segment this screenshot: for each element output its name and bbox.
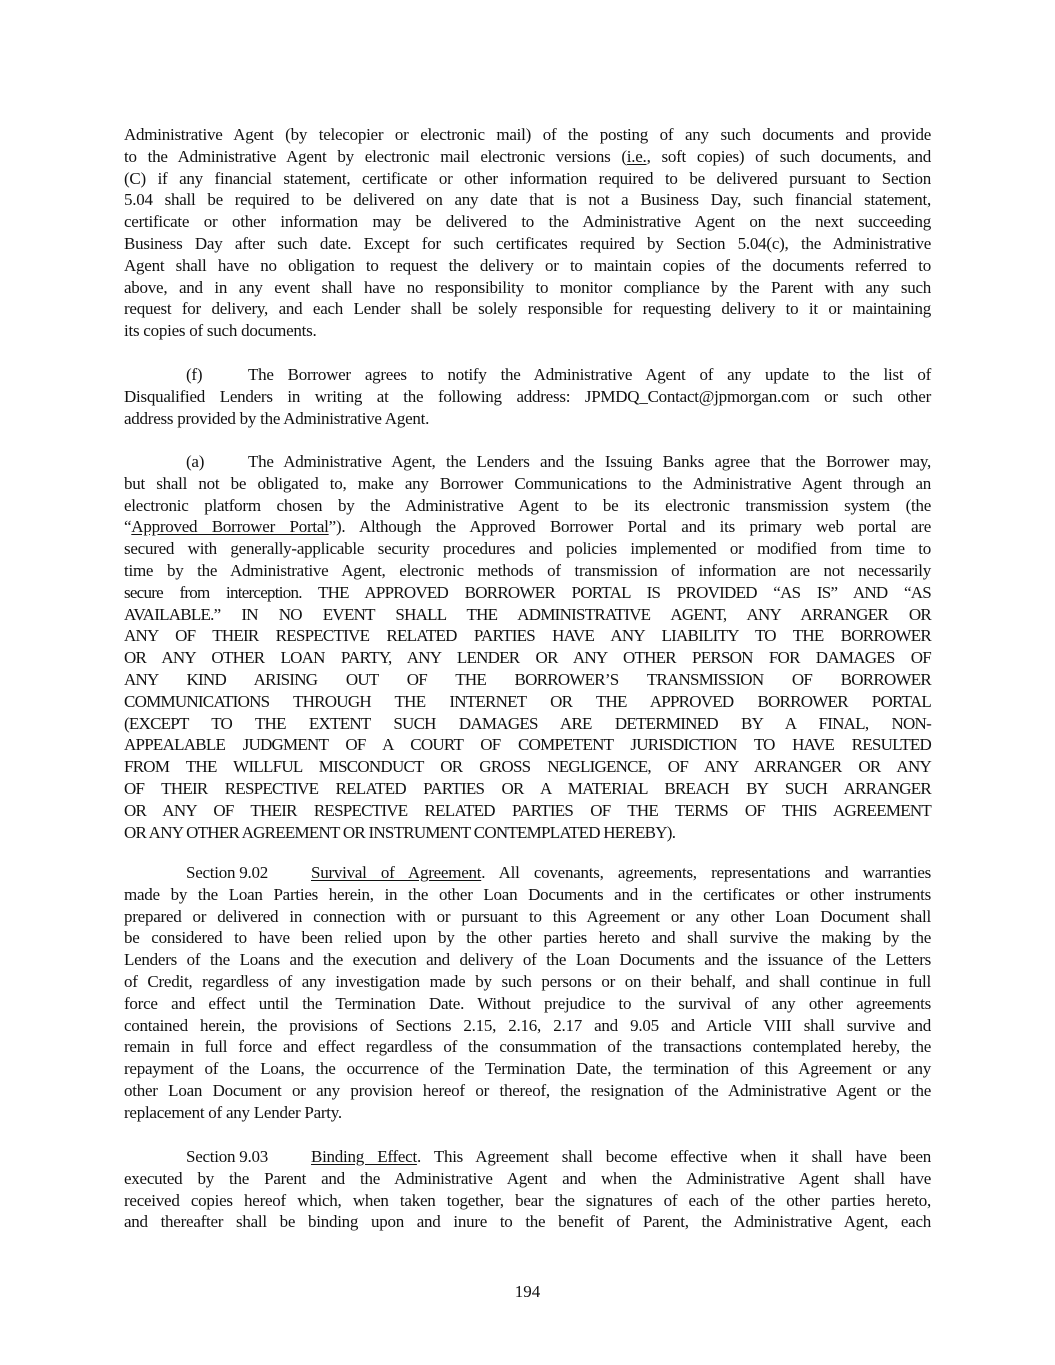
text-line: OR ANY OF THEIR RESPECTIVE RELATED PARTIES OF THE TERMS OF THIS AGREEMENT bbox=[124, 800, 931, 820]
text-line: other Loan Document or any provision hereof or thereof, the resignation of the Administrative Agent or the bbox=[124, 1080, 931, 1100]
text-line: secure from interception. THE APPROVED BORROWER PORTAL IS PROVIDED “AS IS” AND “AS bbox=[124, 582, 931, 602]
paragraph-f bbox=[124, 364, 931, 429]
text-line: but shall not be obligated to, make any Borrower Communications to the Administrative Agent through an bbox=[124, 473, 931, 493]
text-line: AVAILABLE.” IN NO EVENT SHALL THE ADMINISTRATIVE AGENT, ANY ARRANGER OR bbox=[124, 604, 931, 624]
text-line: FROM THE WILLFUL MISCONDUCT OR GROSS NEGLIGENCE, OF ANY ARRANGER OR ANY bbox=[124, 757, 931, 777]
text-line: APPEALABLE JUDGMENT OF A COURT OF COMPETENT JURISDICTION TO HAVE RESULTED bbox=[124, 735, 931, 755]
text-line: OR ANY OTHER AGREEMENT OR INSTRUMENT CONTEMPLATED HEREBY). bbox=[124, 822, 676, 842]
text-line: ANY OF THEIR RESPECTIVE RELATED PARTIES HAVE ANY LIABILITY TO THE BORROWER bbox=[124, 626, 931, 646]
defined-term: i.e. bbox=[626, 146, 647, 166]
defined-term: Survival of Agreement bbox=[311, 863, 482, 882]
text-line: Administrative Agent (by telecopier or electronic mail) of the posting of any such documents and provide bbox=[124, 125, 931, 144]
text-line: time by the Administrative Agent, electronic methods of transmission of information are not necessarily bbox=[124, 560, 931, 580]
text-line: be considered to have been relied upon by the other parties hereto and shall survive the making by the bbox=[124, 928, 931, 948]
text-line: executed by the Parent and the Administrative Agent and when the Administrative Agent shall have bbox=[124, 1168, 931, 1188]
text-line: contained herein, the provisions of Sections 2.15, 2.16, 2.17 and 9.05 and Article VIII shall survive and bbox=[124, 1015, 931, 1035]
text-line: remain in full force and effect regardless of the consummation of the transactions contemplated hereby, the bbox=[124, 1037, 931, 1057]
text-line: COMMUNICATIONS THROUGH THE INTERNET OR THE APPROVED BORROWER PORTAL bbox=[124, 691, 931, 711]
section-label: Section 9.02 bbox=[186, 863, 268, 882]
text-line: request for delivery, and each Lender shall be solely responsible for requesting delivery to it or maintaining bbox=[124, 299, 931, 319]
text-line: (a) The Administrative Agent, the Lenders and the Issuing Banks agree that the Borrower may, bbox=[186, 452, 931, 471]
text-line: Business Day after such date. Except for such certificates required by Section 5.04(c), the Administrative bbox=[124, 233, 931, 253]
text-line: address provided by the Administrative Agent. bbox=[124, 408, 430, 428]
section-label: Section 9.03 bbox=[186, 1147, 268, 1166]
text-line: (C) if any financial statement, certificate or other information required to be delivered pursuant to Section bbox=[124, 168, 931, 188]
section-label: (f) bbox=[186, 365, 203, 384]
text-line: “Approved Borrower Portal”). Although the Approved Borrower Portal and its primary web portal are bbox=[124, 517, 931, 537]
text-line: Section 9.03 Binding Effect. This Agreement shall become effective when it shall have been bbox=[186, 1147, 931, 1166]
section-9-03 bbox=[124, 1146, 931, 1233]
section-9-02 bbox=[124, 862, 931, 1124]
text-line: made by the Loan Parties herein, in the other Loan Documents and in the certificates or other instruments bbox=[124, 884, 931, 904]
text-line: Section 9.02 Survival of Agreement. All covenants, agreements, representations and warranties bbox=[186, 863, 931, 882]
text-line: 5.04 shall be required to be delivered on any date that is not a Business Day, such financial statement, bbox=[124, 190, 931, 210]
text-line: above, and in any event shall have no responsibility to monitor compliance by the Parent with any such bbox=[124, 277, 931, 297]
text-line: (EXCEPT TO THE EXTENT SUCH DAMAGES ARE DETERMINED BY A FINAL, NON- bbox=[124, 713, 931, 733]
text-line: of Credit, regardless of any investigation made by such persons or on their behalf, and shall continue in full bbox=[124, 971, 931, 991]
defined-term: Binding Effect bbox=[311, 1147, 417, 1166]
text-line: OF THEIR RESPECTIVE RELATED PARTIES OR A MATERIAL BREACH BY SUCH ARRANGER bbox=[124, 778, 931, 798]
text-line: replacement of any Lender Party. bbox=[124, 1102, 342, 1122]
continuation-paragraph bbox=[124, 124, 931, 342]
text-line: OR ANY OTHER LOAN PARTY, ANY LENDER OR ANY OTHER PERSON FOR DAMAGES OF bbox=[124, 648, 931, 668]
section-label: (a) bbox=[186, 452, 205, 471]
text-line: secured with generally-applicable security procedures and policies implemented or modified from time to bbox=[124, 539, 931, 559]
text-line: its copies of such documents. bbox=[124, 321, 317, 341]
text-line: repayment of the Loans, the occurrence of the Termination Date, the termination of this Agreement or any bbox=[124, 1059, 931, 1079]
text-line: Disqualified Lenders in writing at the following address: JPMDQ_Contact@jpmorgan.com or such other bbox=[124, 386, 931, 406]
text-line: and thereafter shall be binding upon and inure to the benefit of Parent, the Administrative Agent, each bbox=[124, 1212, 931, 1232]
text-line: certificate or other information may be delivered to the Administrative Agent on the next succeeding bbox=[124, 212, 931, 232]
paragraph-a bbox=[124, 451, 931, 843]
text-line: Lenders of the Loans and the execution and delivery of the Loan Documents and the issuance of the Letters bbox=[124, 950, 931, 970]
text-line: prepared or delivered in connection with or pursuant to this Agreement or any other Loan Document shall bbox=[124, 906, 931, 926]
page-number: 194 bbox=[514, 1282, 541, 1301]
text-line: force and effect until the Termination Date. Without prejudice to the survival of any other agreements bbox=[124, 993, 931, 1013]
text-line: received copies hereof which, when taken together, bear the signatures of each of the other parties hereto, bbox=[124, 1190, 931, 1210]
defined-term: Approved Borrower Portal bbox=[131, 517, 329, 537]
text-line: to the Administrative Agent by electronic mail electronic versions (i.e., soft copies) of such documents, and bbox=[124, 146, 931, 166]
text-line: Agent shall have no obligation to request the delivery or to maintain copies of the documents referred to bbox=[124, 255, 931, 275]
text-line: electronic platform chosen by the Administrative Agent to be its electronic transmission system (the bbox=[124, 495, 931, 515]
text-line: (f) The Borrower agrees to notify the Administrative Agent of any update to the list of bbox=[186, 365, 931, 384]
text-line: ANY KIND ARISING OUT OF THE BORROWER’S TRANSMISSION OF BORROWER bbox=[124, 669, 931, 689]
